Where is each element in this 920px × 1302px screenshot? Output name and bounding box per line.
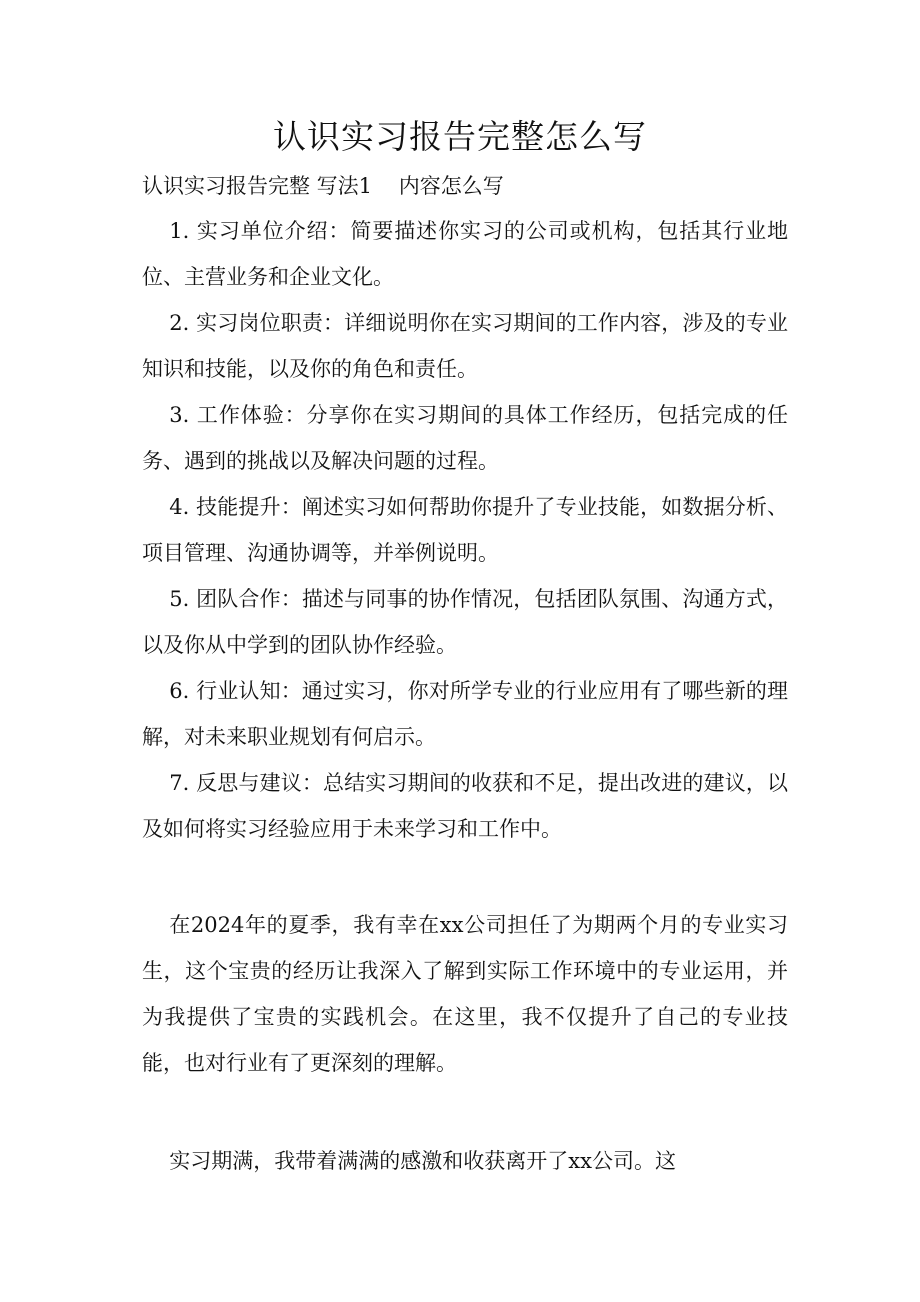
list-item: 4. 技能提升：阐述实习如何帮助你提升了专业技能，如数据分析、项目管理、沟通协调等，并举例说明。 [142,495,788,565]
body-paragraph: 实习期满，我带着满满的感激和收获离开了xx公司。这 [169,1149,676,1173]
list-item: 6. 行业认知：通过实习，你对所学专业的行业应用有了哪些新的理解，对未来职业规划有何启示。 [142,679,788,749]
document-title: 认识实习报告完整怎么写 [273,117,647,156]
list-item: 5. 团队合作：描述与同事的协作情况，包括团队氛围、沟通方式，以及你从中学到的团队协作经验。 [142,587,788,657]
document-subtitle: 认识实习报告完整 写法1 内容怎么写 [142,174,504,198]
list-item: 7. 反思与建议：总结实习期间的收获和不足，提出改进的建议，以及如何将实习经验应用于未来学习和工作中。 [142,771,788,841]
list-item: 1. 实习单位介绍：简要描述你实习的公司或机构，包括其行业地位、主营业务和企业文化。 [142,219,788,289]
numbered-list [142,208,788,852]
list-item: 2. 实习岗位职责：详细说明你在实习期间的工作内容，涉及的专业知识和技能，以及你的角色和责任。 [142,311,788,381]
list-item: 3. 工作体验：分享你在实习期间的具体工作经历，包括完成的任务、遇到的挑战以及解决问题的过程。 [142,403,788,473]
body-paragraph: 在2024年的夏季，我有幸在xx公司担任了为期两个月的专业实习生，这个宝贵的经历让我深入了解到实际工作环境中的专业运用，并为我提供了宝贵的实践机会。在这里，我不仅提升了自己的专业技能，也对行业有了更深刻的理解。 [142,913,788,1075]
